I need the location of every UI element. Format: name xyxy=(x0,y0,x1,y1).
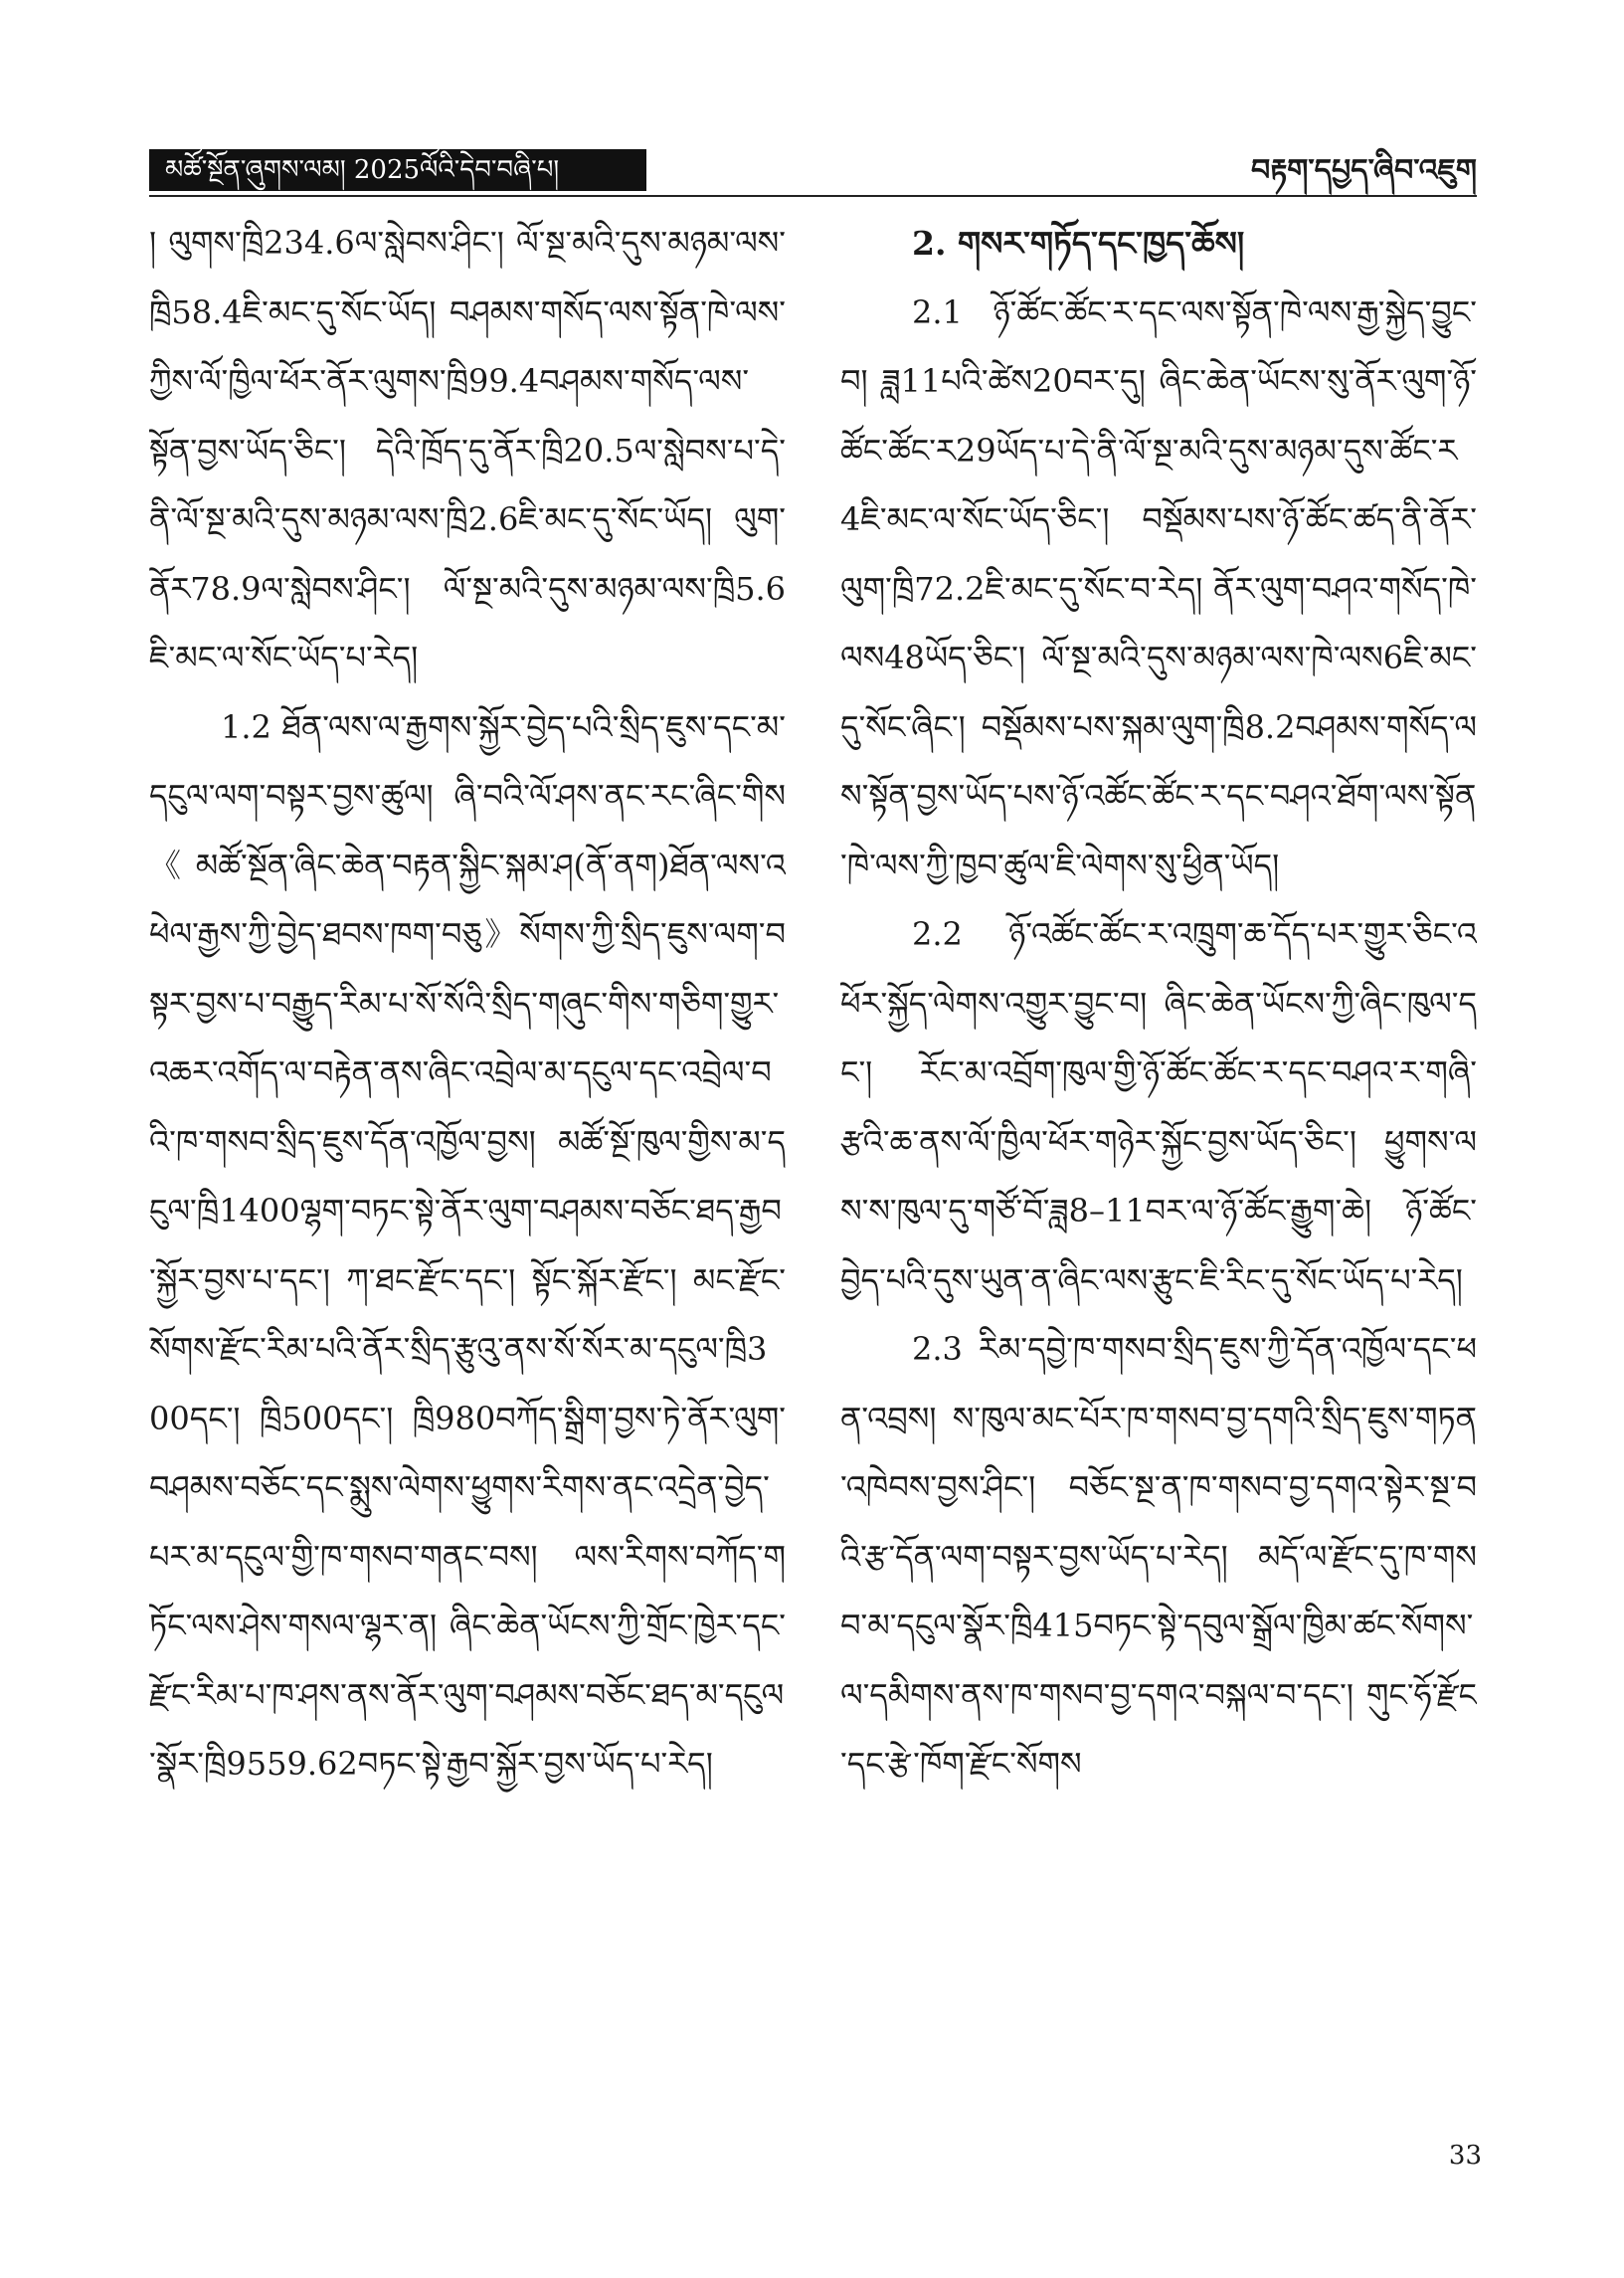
paragraph-2-1: 2.1 ཉོ་ཚོང་ཚོང་ར་དང་ལས་སྟོན་ཁེ་ལས་རྒྱ་སྐྱེད་བྱུང་བ། ཟླ11པའི་ཚེས20བར་དུ། ཞིང་ཆེན་ཡོངས་སུ་ནོར་ལུག་ཉོ་ཚོང་ཚོང་ར29ཡོད་པ་དེ་ནི་ལོ་སྔ་མའི་དུས་མཉམ་དུས་ཚོང་ར4ཇི་མང་ལ་སོང་ཡོད་ཅིང་། བསྡོམས་པས་ཉོ་ཚོང་ཚད་ནི་ནོར་ལུག་ཁྲི72.2ཇི་མང་དུ་སོང་བ་རེད། ནོར་ལུག་བཤའ་གསོད་ཁེ་ལས48ཡོད་ཅིང་། ལོ་སྔ་མའི་དུས་མཉམ་ལས་ཁེ་ལས6ཇི་མང་དུ་སོང་ཞིང་། བསྡོམས་པས་སྐམ་ལུག་ཁྲི8.2བཤམས་གསོད་ལས་སྟོན་བྱས་ཡོད་པས་ཉོ་འཚོང་ཚོང་ར་དང་བཤའ་ཐོག་ལས་སྟོན་ཁེ་ལས་ཀྱི་ཁྱབ་ཚུལ་ཇི་ལེགས་སུ་ཕྱིན་ཡོད། xyxy=(840,292,1477,884)
paragraph-2-2: 2.2 ཉོ་འཚོང་ཚོང་ར་འཁྲུག་ཆ་དོད་པར་གྱུར་ཅིང་འཕོར་སྐྱོད་ལེགས་འགྱུར་བྱུང་བ། ཞིང་ཆེན་ཡོངས་ཀྱི་ཞིང་ཁུལ་དང་། རོང་མ་འབྲོག་ཁུལ་གྱི་ཉོ་ཚོང་ཚོང་ར་དང་བཤའ་ར་གཞི་རྩའི་ཆ་ནས་ལོ་ཁྱིལ་ཕོར་གཉེར་སྐྱོང་བྱས་ཡོད་ཅིང་། ཕྱུགས་ལས་ས་ཁུལ་དུ་གཙོ་བོ་ཟླ8–11བར་ལ་ཉོ་ཚོང་རྒྱུག་ཆེ། ཉོ་ཚོང་བྱེད་པའི་དུས་ཡུན་ན་ཞིང་ལས་རྩུང་ཇི་རིང་དུ་སོང་ཡོད་པ་རེད། xyxy=(840,915,1477,1299)
journal-title-banner: མཚོ་སྔོན་ཞུགས་ལམ། 2025ལོའི་དེབ་བཞི་པ། xyxy=(149,149,646,191)
paragraph-continuation: ། ལུགས་ཁྲི234.6ལ་སླེབས་ཤིང་། ལོ་སྔ་མའི་དུས་མཉམ་ལས་ཁྲི58.4ཇི་མང་དུ་སོང་ཡོད། བཤམས་གསོད་ལས་སྟོན་ཁེ་ལས་ཀྱིས་ལོ་ཁྱིལ་ཕོར་ནོར་ལུགས་ཁྲི99.4བཤམས་གསོད་ལས་སྟོན་བྱས་ཡོད་ཅིང་། དེའི་ཁྲོད་དུ་ནོར་ཁྲི20.5ལ་སླེབས་པ་དེ་ནི་ལོ་སྔ་མའི་དུས་མཉམ་ལས་ཁྲི2.6ཇི་མང་དུ་སོང་ཡོད། ལུག་ནོར78.9ལ་སླེབས་ཤིང་། ལོ་སྔ་མའི་དུས་མཉམ་ལས་ཁྲི5.6ཇི་མང་ལ་སོང་ཡོད་པ་རེད། xyxy=(149,224,786,676)
page-number: 33 xyxy=(1448,2141,1482,2171)
left-column xyxy=(149,209,786,2089)
paragraph-1-2: 1.2 ཐོན་ལས་ལ་རྒྱགས་སྐྱོར་བྱེད་པའི་སྲིད་ཇུས་དང་མ་དངུལ་ལག་བསྟར་བྱས་ཚུལ། ཞི་བའི་ལོ་ཤས་ནང་རང་ཞིང་གིས《མཚོ་སྔོན་ཞིང་ཆེན་བརྟན་སྐྱིང་སྐམ་ཤ(ནོ་ནག)ཐོན་ལས་འཕེལ་རྒྱས་ཀྱི་བྱེད་ཐབས་ཁག་བཅུ》སོགས་ཀྱི་སྲིད་ཇུས་ལག་བསྟར་བྱས་པ་བརྒྱུད་རིམ་པ་སོ་སོའི་སྲིད་གཞུང་གིས་གཅིག་གྱུར་འཆར་འགོད་ལ་བརྟེན་ནས་ཞིང་འབྲེལ་མ་དངུལ་དང་འབྲེལ་བའི་ཁ་གསབ་སྲིད་ཇུས་དོན་འཁྱོལ་བྱས། མཚོ་སྔོ་ཁུལ་གྱིས་མ་དངུལ་ཁྲི1400ལྷག་བཏང་སྟེ་ནོར་ལུག་བཤམས་བཅོང་ཐད་རྒྱབ་སྐྱོར་བྱས་པ་དང་། ཀ་ཐང་རྫོང་དང་། སྟོང་སྐོར་རྫོང་། མང་རྫོང་སོགས་རྫོང་རིམ་པའི་ནོར་སྲིད་རྩུའུ་ནས་སོ་སོར་མ་དངུལ་ཁྲི300དང་། ཁྲི500དང་། ཁྲི980བཀོད་སྒྲིག་བྱས་ཏེ་ནོར་ལུག་བཤམས་བཅོང་དང་སྨུས་ལེགས་ཕྱུགས་རིགས་ནང་འདྲེན་བྱེད་པར་མ་དངུལ་གྱི་ཁ་གསབ་གནང་བས། ལས་རིགས་བཀོད་གཏོང་ལས་ཤེས་གསལ་ལྷར་ན། ཞིང་ཆེན་ཡོངས་ཀྱི་གྲོང་ཁྱེར་དང་རྫོང་རིམ་པ་ཁ་ཤས་ནས་ནོར་ལུག་བཤམས་བཅོང་ཐད་མ་དངུལ་སྣོར་ཁྲི9559.62བཏང་སྟེ་རྒྱབ་སྐྱོར་བྱས་ཡོད་པ་རེད། xyxy=(149,707,786,1783)
header-rule xyxy=(149,195,1477,197)
right-column xyxy=(840,209,1477,2089)
running-header xyxy=(149,149,1477,197)
section-title: བརྟག་དཔྱད་ཞིབ་འཇུག xyxy=(1250,153,1477,188)
section-heading-2: 2. གསར་གཏོད་དང་ཁྱད་ཆོས། xyxy=(912,224,1245,263)
paragraph-2-3: 2.3 རིམ་དབྱེ་ཁ་གསབ་སྲིད་ཇུས་ཀྱི་དོན་འཁྱོལ་དང་ཕན་འབྲས། ས་ཁུལ་མང་པོར་ཁ་གསབ་བྱ་དགའི་སྲིད་ཇུས་གཏན་འཁེབས་བྱས་ཤིང་། བཅོང་སྔ་ན་ཁ་གསབ་བྱ་དགའ་སྟེར་སྔ་བའི་རྩ་དོན་ལག་བསྟར་བྱས་ཡོད་པ་རེད། མདོ་ལ་རྫོང་དུ་ཁ་གསབ་མ་དངུལ་སྣོར་ཁྲི415བཏང་སྟེ་དབུལ་སྒྲོལ་ཁྱིམ་ཚང་སོགས་ལ་དམིགས་ནས་ཁ་གསབ་བྱ་དགའ་བསྐལ་བ་དང་། གུང་ཧོ་རྫོང་དང་རྩེ་ཁོག་རྫོང་སོགས xyxy=(840,1330,1477,1783)
